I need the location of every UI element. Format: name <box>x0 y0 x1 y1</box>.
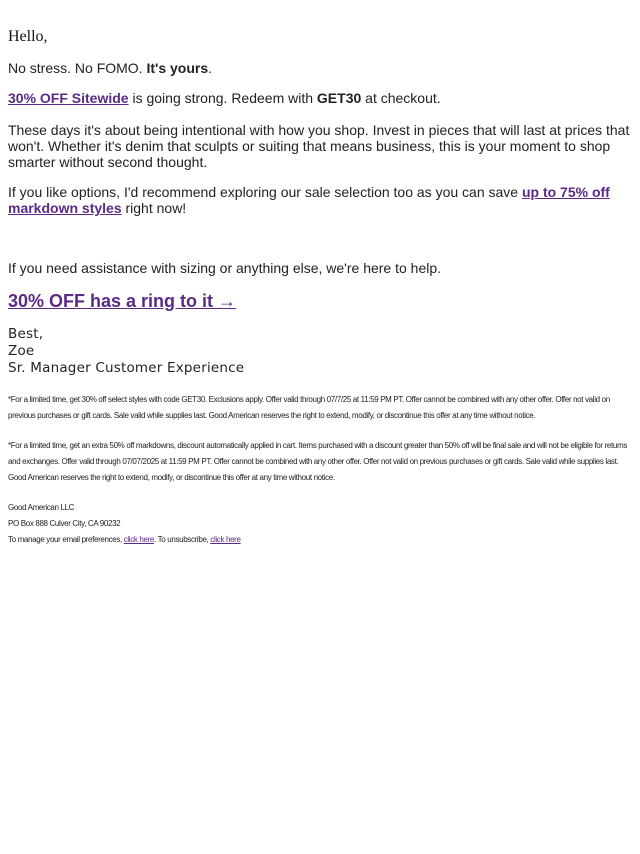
intro-bold: It's yours <box>146 60 209 76</box>
greeting: Hello, <box>8 28 48 45</box>
promo-suffix: at checkout. <box>361 90 441 106</box>
footer-address <box>8 500 636 548</box>
unsub-prefix: . To unsubscribe, <box>154 535 211 544</box>
company-name: Good American LLC <box>8 503 75 512</box>
postal-address: PO Box 888 Culver City, CA 90232 <box>8 519 121 528</box>
disclaimer-markdowns: *For a limited time, get an extra 50% off markdowns, discount automatically applied in cart. Items purchased with a discount greater than 50% off will be final sale and will not be eligible for returns and exchanges. Offer valid through 07/07/2025 at 11:59 PM PT. Offer cannot be combined with any other offer. Offer not valid on previous purchases or gift cards. Sale valid while supplies last. Good American reserves the right to extend, modify, or discontinue this offer at any time without notice. <box>8 441 628 482</box>
signature <box>8 326 244 377</box>
sitewide-sale-link[interactable]: 30% OFF Sitewide <box>8 90 129 106</box>
preferences-line <box>8 532 636 548</box>
markdown-styles-link[interactable]: up to 75% off markdown styles <box>8 184 610 216</box>
promo-code: GET30 <box>316 90 362 106</box>
prefs-prefix: To manage your email preferences, <box>8 535 124 544</box>
intro-line <box>8 60 632 76</box>
intro-suffix: . <box>208 60 213 76</box>
unsubscribe-link[interactable]: click here <box>210 535 241 544</box>
sale-paragraph <box>8 184 632 216</box>
sale-prefix: If you like options, I'd recommend exploring our sale selection too as you can save <box>8 184 522 200</box>
cta-link[interactable]: 30% OFF has a ring to it → <box>8 291 237 311</box>
sale-suffix: right now! <box>121 200 187 216</box>
signature-name: Zoe <box>8 343 35 359</box>
promo-line <box>8 90 632 106</box>
body-paragraph: These days it's about being intentional with how you shop. Invest in pieces that will last at prices that won't. Whether it's denim that sculpts or suiting that means business, this is your moment to shop smarter without second thought. <box>8 122 630 170</box>
manage-preferences-link[interactable]: click here <box>123 535 155 544</box>
help-paragraph: If you need assistance with sizing or anything else, we're here to help. <box>8 260 442 276</box>
signature-title: Sr. Manager Customer Experience <box>8 360 245 376</box>
disclaimer-sitewide: *For a limited time, get 30% off select styles with code GET30. Exclusions apply. Offer valid through 07/7/25 at 11:59 PM PT. Offer cannot be combined with any other offer. Offer not valid on previous purchases or gift cards. Sale valid while supplies last. Good American reserves the right to extend, modify, or discontinue this offer at any time without notice. <box>8 395 610 420</box>
intro-prefix: No stress. No FOMO. <box>8 60 147 76</box>
promo-middle: is going strong. Redeem with <box>128 90 317 106</box>
signature-closing: Best, <box>8 326 44 342</box>
